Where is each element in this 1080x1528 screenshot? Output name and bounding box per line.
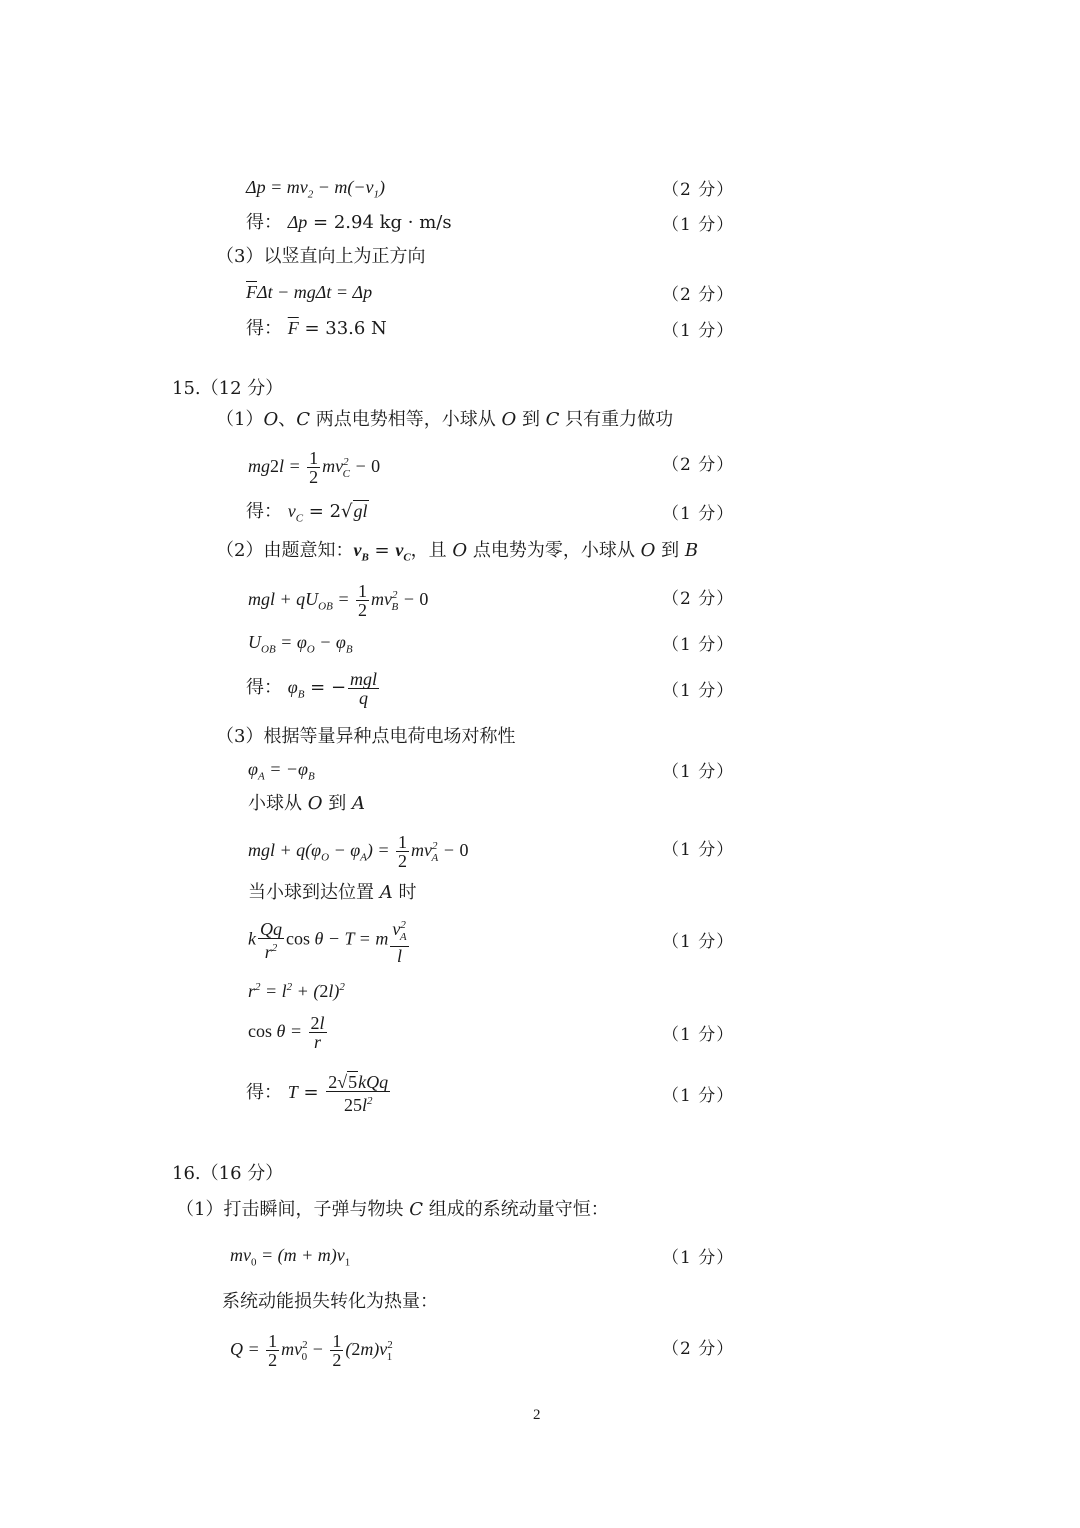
score-label: （1 分） (662, 215, 735, 235)
score-label: （1 分） (662, 762, 735, 782)
equation-energy-oa: mgl + $q(\varphi_O - \varphi_A)$ = $\frac{1}{2}$ $mv^2_A - 0$ (248, 832, 469, 872)
page-number: 2 (533, 1407, 541, 1423)
score-label: （2 分） (662, 455, 735, 475)
equation-impulse: $\overline{F}\Delta t - mg\Delta t = \Delta p$ (246, 282, 373, 302)
score-label: （2 分） (662, 589, 735, 609)
result-label: 得： (246, 212, 282, 233)
q15-part2-heading: （2）由题意知：$v_B = v_C$，且 O 点电势为零，小球从 O 到 B (216, 540, 699, 564)
result-average-force: 得： $\overline{F} = 33.6$ N (246, 318, 387, 339)
equation-distance: $r^2 = l^2 + (2l)^2$ (248, 981, 345, 1001)
score-label: （2 分） (662, 180, 735, 200)
text-energy-loss: 系统动能损失转化为热量： (222, 1291, 438, 1312)
equation-momentum-change: $\Delta p = mv_2 - m(-v_1)$ (246, 177, 386, 201)
equation-momentum-conservation: $mv_0 = (m + m)v_1$ (230, 1245, 351, 1269)
score-label: （1 分） (662, 840, 735, 860)
question-15-heading: 15.（12 分） (172, 378, 284, 399)
q15-part1-heading: （1）O、C 两点电势相等，小球从 O 到 C 只有重力做功 (216, 409, 674, 430)
score-label: （1 分） (662, 321, 735, 341)
score-label: （2 分） (662, 1339, 735, 1359)
score-label: （1 分） (662, 1025, 735, 1045)
result-vc: 得： $v_C = 2√gl$ (246, 501, 368, 525)
result-label: 得： (246, 677, 282, 698)
result-label: 得： (246, 501, 282, 522)
equation-potential-difference: $U_{OB} = \varphi_O - \varphi_B$ (248, 632, 353, 656)
result-label: 得： (246, 318, 282, 339)
text-o-to-a: 小球从 O 到 A (248, 793, 365, 814)
result-phib: 得： $\varphi_B$ = − $\frac{\text{mgl}}{q}$ (246, 668, 378, 708)
result-momentum-change: 得： Δp = 2.94 kg · m/s (246, 212, 452, 233)
q15-part3-heading: （3）根据等量异种点电荷电场对称性 (216, 726, 516, 747)
question-16-heading: 16.（16 分） (172, 1163, 284, 1184)
score-label: （1 分） (662, 635, 735, 655)
equation-energy-ob: mgl + $qU_{OB}$ = $\frac{1}{2}$ $mv^2_B - 0$ (248, 581, 429, 621)
score-label: （1 分） (662, 681, 735, 701)
q16-part1-heading: （1）打击瞬间，子弹与物块 C 组成的系统动量守恒： (176, 1199, 609, 1220)
score-label: （1 分） (662, 504, 735, 524)
result-tension: 得： T = $\frac{\text{2√5kQq}}{25l^2}$ (246, 1071, 389, 1115)
part3-heading: （3）以竖直向上为正方向 (216, 246, 426, 267)
text-at-a: 当小球到达位置 A 时 (248, 882, 417, 903)
equation-cos-theta: cos θ = $\frac{2l}{r}$ (248, 1013, 325, 1053)
result-label: 得： (246, 1082, 282, 1103)
score-label: （1 分） (662, 1086, 735, 1106)
score-label: （1 分） (662, 932, 735, 952)
score-label: （2 分） (662, 285, 735, 305)
equation-heat: Q = $\frac{1}{2}$ $mv^2_0$ − $\frac{1}{2}$ $(2m)v^2_1$ (230, 1331, 393, 1371)
equation-symmetry: $\varphi_A = -\varphi_B$ (248, 759, 315, 783)
score-label: （1 分） (662, 1248, 735, 1268)
equation-energy-oc: mg2l = $\frac{1}{2}$ $mv^2_C - 0$ (248, 448, 381, 488)
equation-force-at-a: k $\frac{Qq}{r^2}$ cos θ − T = m $\frac{v^2_A}{l}$ (248, 916, 411, 965)
